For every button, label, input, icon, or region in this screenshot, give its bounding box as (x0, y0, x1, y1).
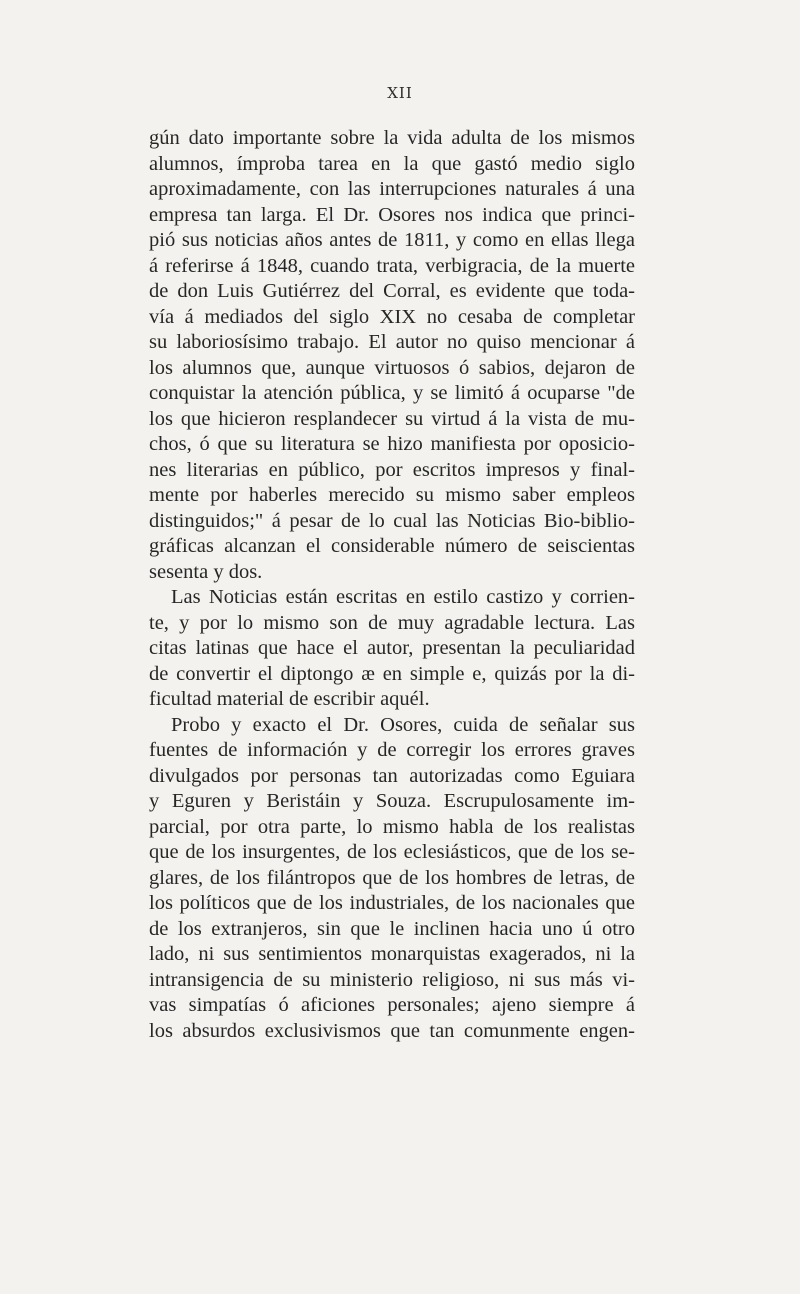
text-line: alumnos, ímproba tarea en la que gastó medio siglo (149, 152, 635, 175)
body-text (149, 126, 635, 1044)
text-line: y Eguren y Beristáin y Souza. Escrupulosamente im- (149, 790, 635, 812)
paragraph (149, 713, 635, 1045)
text-line: Probo y exacto el Dr. Osores, cuida de señalar sus (171, 713, 635, 736)
page-number: XII (387, 84, 413, 102)
text-line: divulgados por personas tan autorizadas como Eguiara (149, 764, 635, 787)
text-line: intransigencia de su ministerio religioso, ni sus más vi- (149, 968, 635, 991)
text-line: de don Luis Gutiérrez del Corral, es evidente que toda- (149, 280, 635, 302)
text-line: lado, ni sus sentimientos monarquistas exagerados, ni la (149, 943, 635, 965)
text-line: gráficas alcanzan el considerable número de seiscientas (149, 535, 635, 557)
paragraph (149, 126, 635, 585)
text-line: conquistar la atención pública, y se limitó á ocuparse "de (149, 382, 635, 404)
text-line: á referirse á 1848, cuando trata, verbigracia, de la muerte (149, 254, 635, 277)
text-line: su laboriosísimo trabajo. El autor no quiso mencionar á (149, 331, 635, 353)
paragraph (149, 585, 635, 713)
text-line: empresa tan larga. El Dr. Osores nos indica que princi- (149, 203, 635, 226)
text-line: de los extranjeros, sin que le inclinen hacia uno ú otro (149, 917, 635, 940)
text-line: nes literarias en público, por escritos impresos y final- (149, 458, 635, 481)
text-line: los políticos que de los industriales, de los nacionales que (149, 892, 635, 914)
text-line: sesenta y dos. (149, 560, 263, 583)
text-line: Las Noticias están escritas en estilo castizo y corrien- (171, 586, 635, 608)
text-line: vía á mediados del siglo XIX no cesaba de completar (149, 305, 635, 328)
text-line: gún dato importante sobre la vida adulta de los mismos (149, 127, 635, 149)
text-line: los absurdos exclusivismos que tan comunmente engen- (149, 1019, 635, 1042)
text-line: glares, de los filántropos que de los hombres de letras, de (149, 866, 635, 889)
text-line: chos, ó que su literatura se hizo manifiesta por oposicio- (149, 433, 635, 455)
text-line: de convertir el diptongo æ en simple e, quizás por la di- (149, 662, 635, 685)
text-line: fuentes de información y de corregir los errores graves (149, 739, 635, 761)
text-line: aproximadamente, con las interrupciones naturales á una (149, 178, 635, 200)
text-line: los alumnos que, aunque virtuosos ó sabios, dejaron de (149, 356, 635, 379)
text-line: ficultad material de escribir aquél. (149, 688, 430, 710)
text-line: que de los insurgentes, de los eclesiásticos, que de los se- (149, 841, 635, 863)
text-line: distinguidos;" á pesar de lo cual las Noticias Bio-biblio- (149, 509, 635, 532)
text-line: te, y por lo mismo son de muy agradable lectura. Las (149, 611, 635, 634)
text-line: pió sus noticias años antes de 1811, y como en ellas llega (149, 229, 635, 251)
text-line: los que hicieron resplandecer su virtud á la vista de mu- (149, 407, 635, 430)
text-line: mente por haberles merecido su mismo saber empleos (149, 484, 635, 506)
text-line: vas simpatías ó aficiones personales; ajeno siempre á (149, 994, 635, 1016)
text-line: citas latinas que hace el autor, presentan la peculiaridad (149, 637, 635, 659)
text-line: parcial, por otra parte, lo mismo habla de los realistas (149, 815, 635, 838)
